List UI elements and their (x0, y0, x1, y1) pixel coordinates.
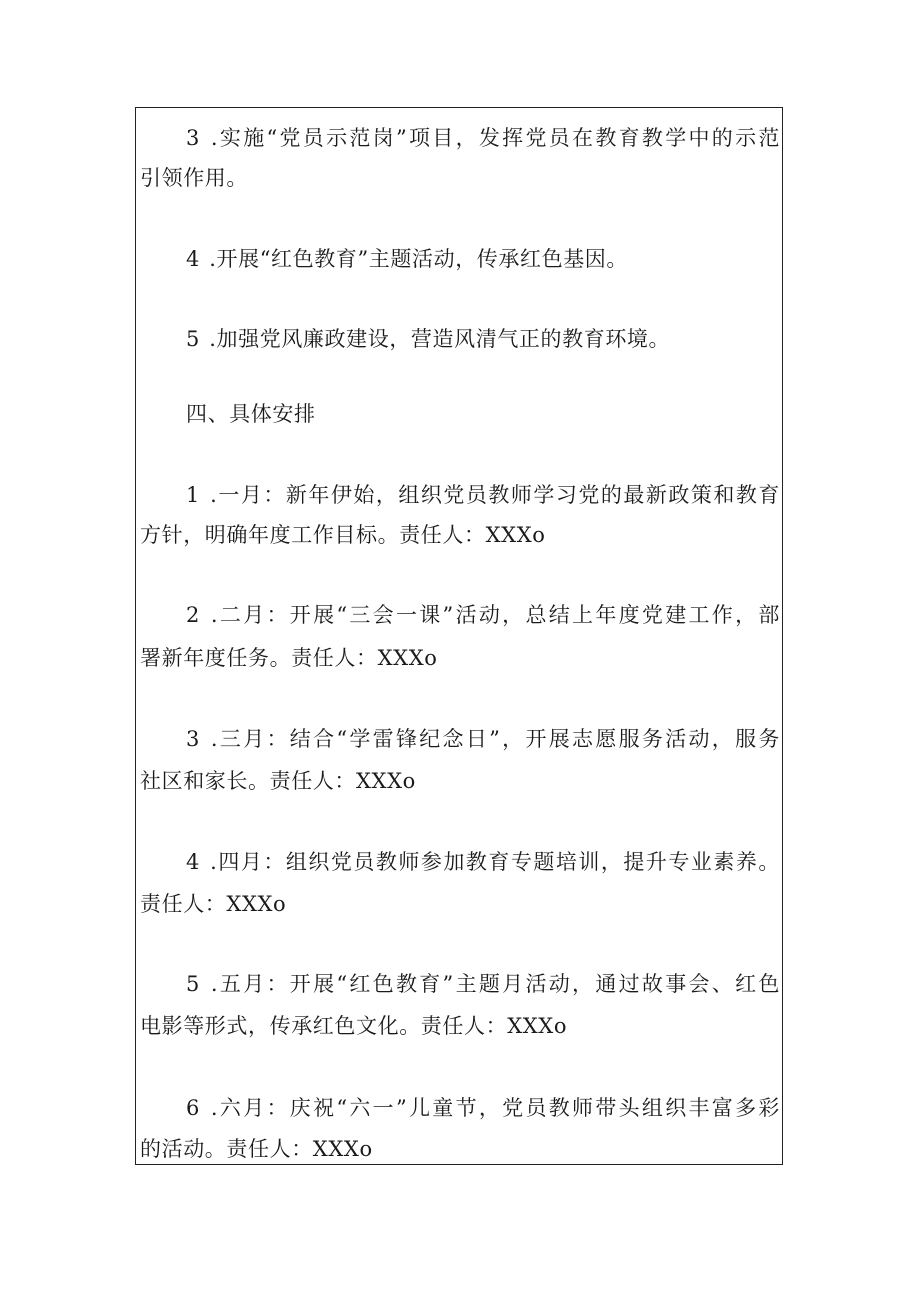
item-number: 1 (186, 483, 200, 507)
schedule-4-line-1 (186, 848, 780, 876)
item-number: 3 (186, 727, 200, 751)
item-3-line-2: 引领作用。 (140, 166, 248, 190)
item-number: 4 (186, 247, 200, 271)
item-number: 2 (186, 603, 200, 627)
schedule-4-line-2: 责任人：XXXo (140, 892, 287, 916)
item-number: 4 (186, 850, 200, 874)
item-3-line-1 (186, 124, 780, 152)
item-4-line-1 (186, 245, 780, 273)
item-number: 3 (186, 126, 200, 150)
schedule-2-line-2: 署新年度任务。责任人：XXXo (140, 646, 438, 670)
section-heading: 四、具体安排 (186, 402, 316, 426)
item-text: .开展“红色教育”主题活动，传承红色基因。 (201, 247, 628, 271)
item-text: .一月：新年伊始，组织党员教师学习党的最新政策和教育 (201, 483, 780, 507)
item-text: .四月：组织党员教师参加教育专题培训，提升专业素养。 (201, 850, 780, 874)
item-text: .二月：开展“三会一课”活动，总结上年度党建工作，部 (201, 603, 780, 627)
schedule-1-line-2: 方针，明确年度工作目标。责任人：XXXo (140, 523, 546, 547)
item-5-line-1 (186, 325, 780, 353)
item-text: .五月：开展“红色教育”主题月活动，通过故事会、红色 (201, 972, 780, 996)
schedule-6-line-1 (186, 1094, 780, 1122)
item-text: .加强党风廉政建设，营造风清气正的教育环境。 (201, 327, 671, 351)
schedule-3-line-1 (186, 725, 780, 753)
schedule-5-line-1 (186, 970, 780, 998)
item-text: .六月：庆祝“六一”儿童节，党员教师带头组织丰富多彩 (201, 1096, 780, 1120)
item-number: 5 (186, 972, 200, 996)
item-number: 6 (186, 1096, 200, 1120)
schedule-2-line-1 (186, 601, 780, 629)
item-text: .实施“党员示范岗”项目，发挥党员在教育教学中的示范 (201, 126, 780, 150)
item-text: .三月：结合“学雷锋纪念日”，开展志愿服务活动，服务 (201, 727, 780, 751)
schedule-3-line-2: 社区和家长。责任人：XXXo (140, 769, 416, 793)
schedule-6-line-2: 的活动。责任人：XXXo (140, 1137, 373, 1161)
item-number: 5 (186, 327, 200, 351)
schedule-5-line-2: 电影等形式，传承红色文化。责任人：XXXo (140, 1014, 568, 1038)
schedule-1-line-1 (186, 481, 780, 509)
